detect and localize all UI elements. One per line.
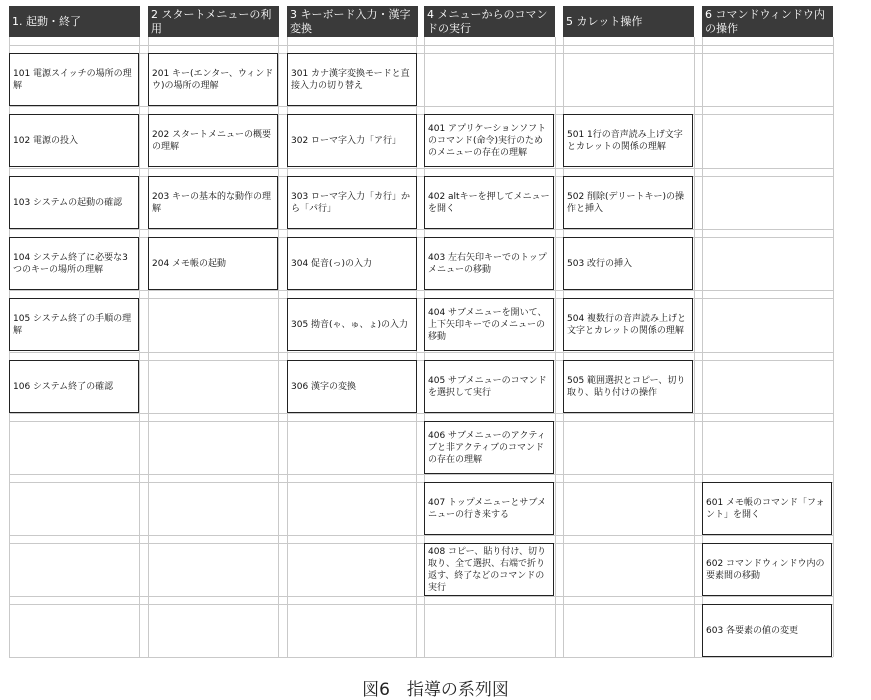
step-box (702, 482, 832, 535)
column-header: 5 カレット操作 (563, 6, 694, 37)
grid-line-horizontal (9, 421, 833, 422)
step-label: 306 漢字の変換 (291, 381, 357, 392)
step-box (424, 237, 554, 290)
step-label: 501 1行の音声読み上げ文字とカレットの関係の理解 (567, 129, 683, 152)
step-label: 305 拗音(ゃ、ゅ、ょ)の入力 (291, 319, 409, 330)
step-label: 504 複数行の音声読み上げと文字とカレットの関係の理解 (567, 313, 687, 336)
step-label: 104 システム終了に必要な3つのキーの場所の理解 (13, 252, 128, 275)
step-label: 101 電源スイッチの場所の理解 (13, 68, 132, 91)
step-box (9, 114, 139, 167)
column-header: 6 コマンドウィンドウ内の操作 (702, 6, 833, 37)
step-box (148, 53, 278, 106)
step-box (424, 482, 554, 535)
step-box (287, 114, 417, 167)
step-label: 106 システム終了の確認 (13, 381, 114, 392)
step-label: 601 メモ帳のコマンド「フォント」を開く (706, 497, 825, 520)
step-label: 304 促音(っ)の入力 (291, 258, 373, 269)
step-box (424, 360, 554, 413)
step-label: 602 コマンドウィンドウ内の要素間の移動 (706, 558, 825, 581)
step-label: 407 トップメニューとサブメニューの行き来する (428, 497, 547, 520)
step-label: 401 アプリケーションソフトのコマンド(命令)実行のためのメニューの存在の理解 (428, 123, 547, 158)
step-label: 204 メモ帳の起動 (152, 258, 227, 269)
step-box (287, 53, 417, 106)
step-label: 502 削除(デリートキー)の操作と挿入 (567, 191, 685, 214)
step-box (563, 114, 693, 167)
step-box (424, 176, 554, 229)
step-label: 404 サブメニューを開いて、上下矢印キーでのメニューの移動 (428, 307, 547, 342)
grid-line-vertical (278, 37, 279, 657)
step-label: 202 スタートメニューの概要の理解 (152, 129, 271, 152)
step-label: 302 ローマ字入力「ア行」 (291, 135, 402, 146)
grid-line-horizontal (9, 535, 833, 536)
step-box (702, 543, 832, 596)
step-label: 403 左右矢印キーでのトップメニューの移動 (428, 252, 547, 275)
step-box (424, 421, 554, 474)
step-box (563, 237, 693, 290)
grid-line-horizontal (9, 657, 833, 658)
column-header: 1. 起動・終了 (9, 6, 140, 37)
step-box (424, 298, 554, 351)
step-label: 503 改行の挿入 (567, 258, 633, 269)
step-box (9, 53, 139, 106)
step-label: 402 altキーを押してメニューを開く (428, 191, 550, 214)
grid-line-horizontal (9, 596, 833, 597)
step-label: 203 キーの基本的な動作の理解 (152, 191, 272, 214)
step-box (287, 237, 417, 290)
column-header: 2 スタートメニューの利用 (148, 6, 279, 37)
grid-line-horizontal (9, 229, 833, 230)
grid-line-horizontal (9, 352, 833, 353)
step-box (9, 176, 139, 229)
step-label: 408 コピー、貼り付け、切り取り、全て選択、右端で折り返す、終了などのコマンドの実行 (428, 546, 546, 593)
grid-line-vertical (555, 37, 556, 657)
step-box (424, 543, 554, 596)
step-label: 105 システム終了の手順の理解 (13, 313, 132, 336)
step-label: 102 電源の投入 (13, 135, 79, 146)
grid-line-horizontal (9, 474, 833, 475)
grid-line-horizontal (9, 106, 833, 107)
step-box (563, 176, 693, 229)
step-box (9, 298, 139, 351)
step-label: 201 キー(エンター、ウィンドウ)の場所の理解 (152, 68, 274, 91)
grid-line-horizontal (9, 413, 833, 414)
step-label: 603 各要素の値の変更 (706, 625, 799, 636)
step-box (563, 360, 693, 413)
step-label: 406 サブメニューのアクティブと非アクティブのコマンドの存在の理解 (428, 430, 546, 465)
step-label: 301 カナ漢字変換モードと直接入力の切り替え (291, 68, 410, 91)
grid-line-horizontal (9, 290, 833, 291)
step-box (9, 237, 139, 290)
step-label: 405 サブメニューのコマンドを選択して実行 (428, 375, 547, 398)
step-label: 303 ローマ字入力「カ行」から「パ行」 (291, 191, 411, 214)
step-box (424, 114, 554, 167)
step-box (148, 237, 278, 290)
step-label: 505 範囲選択とコピー、切り取り、貼り付けの操作 (567, 375, 686, 398)
step-box (563, 298, 693, 351)
step-box (148, 114, 278, 167)
step-box (9, 360, 139, 413)
grid-line-vertical (139, 37, 140, 657)
grid-line-horizontal (9, 168, 833, 169)
step-label: 103 システムの起動の確認 (13, 197, 123, 208)
step-box (148, 176, 278, 229)
step-box (702, 604, 832, 657)
step-box (287, 360, 417, 413)
column-header: 3 キーボード入力・漢字変換 (287, 6, 418, 37)
grid-line-horizontal (9, 45, 833, 46)
grid-line-vertical (694, 37, 695, 657)
step-box (287, 176, 417, 229)
grid-line-vertical (833, 37, 834, 657)
column-header: 4 メニューからのコマンドの実行 (424, 6, 555, 37)
figure-caption: 図6 指導の系列図 (362, 680, 509, 700)
step-box (287, 298, 417, 351)
